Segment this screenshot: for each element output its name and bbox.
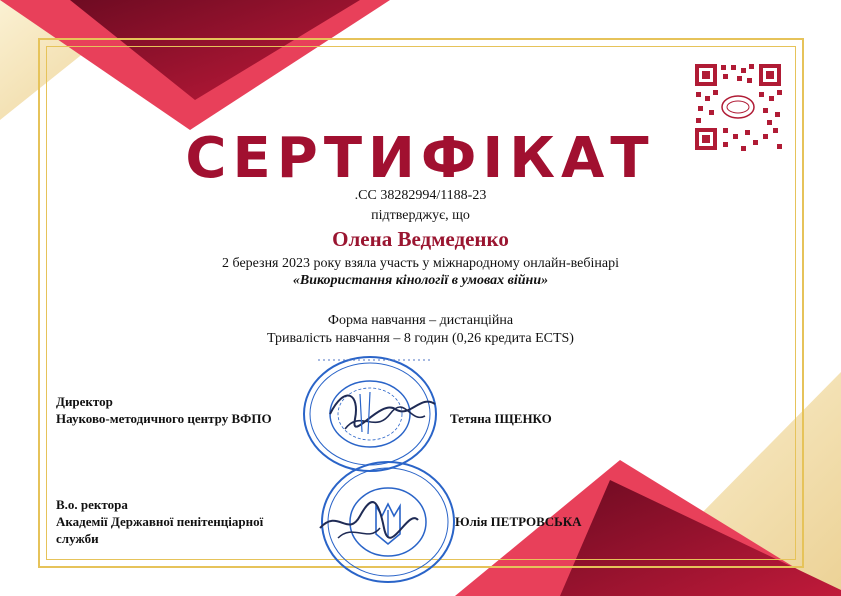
signer-2-role-line2: Академії Державної пенітенціарної [56, 514, 264, 529]
signer-2-role-line3: служби [56, 531, 99, 546]
official-stamp-1 [300, 354, 440, 474]
recipient-name: Олена Ведмеденко [332, 227, 509, 251]
official-stamp-2 [318, 458, 458, 586]
event-title: «Використання кінології в умовах війни» [292, 273, 549, 288]
certificate-title: СЕРТИФІКАТ [185, 126, 655, 191]
signer-2-name: Юлія ПЕТРОВСЬКА [455, 514, 582, 529]
signer-2-role [56, 496, 263, 547]
signer-2-role-line1: В.о. ректора [56, 497, 128, 512]
signer-1-role-line2: Науково-методичного центру ВФПО [56, 411, 272, 426]
study-form: Форма навчання – дистанційна [327, 313, 514, 328]
certificate-number: .СС 38282994/1188-23 [354, 188, 487, 203]
confirms-text: підтверджує, що [371, 208, 470, 223]
signer-1-role-line1: Директор [56, 394, 113, 409]
qr-code-icon [693, 62, 783, 152]
study-duration: Тривалість навчання – 8 годин (0,26 кредита ECTS) [267, 331, 574, 346]
event-description: 2 березня 2023 року взяла участь у міжнародному онлайн-вебінарі [222, 256, 619, 271]
signer-1-role [56, 393, 272, 427]
signer-1-name: Тетяна ІЩЕНКО [450, 411, 552, 426]
